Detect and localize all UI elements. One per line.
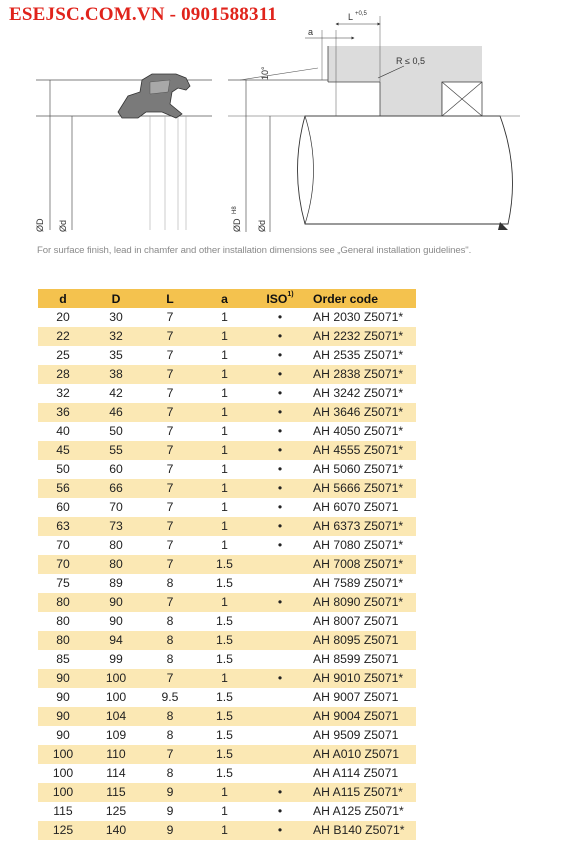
cell-order-code: AH A125 Z5071* [313,804,404,818]
cell-d: 80 [56,614,70,628]
cell-a: 1 [196,403,253,422]
cell-a: 1 [196,441,253,460]
cell-D: 80 [109,538,123,552]
seal-profile [118,74,190,118]
cell-d: 22 [38,327,88,346]
cell-order-code: AH 8599 Z5071 [313,652,399,666]
table-row [38,764,416,783]
cell-iso [253,574,307,593]
table-row [38,669,416,688]
table-row [38,593,416,612]
cell-D: 90 [109,614,123,628]
cell-a: 1 [221,462,228,476]
cell-order-code: AH A010 Z5071 [307,745,416,764]
table-row [38,631,416,650]
cell-iso [253,707,307,726]
header-iso [253,289,307,308]
cell-order-code: AH 3242 Z5071* [313,386,404,400]
cell-d: 50 [56,462,70,476]
cell-a: 1 [221,310,228,324]
cell-D: 94 [88,631,144,650]
cell-order-code: AH 7080 Z5071* [313,538,404,552]
table-row [38,802,416,821]
cell-d: 75 [56,576,70,590]
cell-order-code: AH 6373 Z5071* [307,517,416,536]
cell-L: 8 [144,707,196,726]
cell-D: 60 [109,462,123,476]
cell-L: 7 [144,745,196,764]
cell-iso: • [253,479,307,498]
cell-d: 45 [38,441,88,460]
cell-D: 30 [109,310,123,324]
cell-D: 104 [88,707,144,726]
cell-order-code: AH 8007 Z5071 [313,614,399,628]
cell-d: 85 [56,652,70,666]
header-order-code: Order code [307,289,416,308]
cell-D: 55 [88,441,144,460]
shaft [298,116,513,224]
cell-a: 1.5 [216,766,233,780]
table-row [38,517,416,536]
dim-label-d-right: Ød [257,219,267,232]
cell-order-code: AH 5666 Z5071* [307,479,416,498]
cell-order-code: AH 7008 Z5071* [307,555,416,574]
cell-iso: • [253,403,307,422]
cell-L: 7 [166,310,174,324]
cell-a: 1 [196,593,253,612]
cell-D: 99 [109,652,123,666]
cell-order-code: AH 9010 Z5071* [307,669,416,688]
cell-d: 25 [56,348,70,362]
cell-D: 89 [109,576,123,590]
cell-iso: • [253,593,307,612]
cell-d: 90 [38,707,88,726]
table-row [38,783,416,802]
cell-d: 70 [38,555,88,574]
cell-d: 115 [53,804,73,818]
cell-iso: • [253,365,307,384]
cell-a: 1.5 [196,707,253,726]
cell-a: 1 [221,804,228,818]
cell-order-code: AH 9004 Z5071 [307,707,416,726]
cell-d: 80 [38,593,88,612]
header-L: L [144,289,196,308]
dim-label-D-right: ØD [232,218,242,232]
cell-iso: • [277,424,283,438]
cell-a: 1.5 [196,555,253,574]
cell-D: 35 [109,348,123,362]
cell-iso: • [277,348,283,362]
cell-D: 46 [88,403,144,422]
cell-order-code: AH 6070 Z5071 [313,500,399,514]
cell-a: 1.5 [216,690,233,704]
table-row [38,327,416,346]
cell-L: 8 [166,766,174,780]
cell-d: 100 [38,745,88,764]
table-row [38,460,416,479]
cell-order-code: AH 2838 Z5071* [307,365,416,384]
table-row [38,574,416,593]
dim-label-angle: 10° [260,66,270,80]
dim-label-L-tolerance: +0,5 [355,11,367,17]
table-row [38,612,416,631]
table-row [38,555,416,574]
dim-label-a: a [308,27,314,37]
cell-a: 1.5 [196,631,253,650]
cell-d: 80 [38,631,88,650]
cell-a: 1.5 [216,728,233,742]
cell-a: 1.5 [216,576,233,590]
table-row [38,422,416,441]
cell-iso: • [253,327,307,346]
cell-L: 7 [144,669,196,688]
installation-note: For surface finish, lead in chamfer and other installation dimensions see „General installation guidelines". [37,245,472,256]
cell-order-code: AH 2232 Z5071* [307,327,416,346]
cell-order-code: AH 3646 Z5071* [307,403,416,422]
table-row [38,536,416,555]
cell-a: 1.5 [216,652,233,666]
cell-L: 8 [166,728,174,742]
cell-order-code: AH 2030 Z5071* [313,310,404,324]
brand-watermark: ESEJSC.COM.VN - 0901588311 [9,4,278,25]
cell-L: 9 [144,821,196,840]
cell-D: 100 [88,669,144,688]
cell-order-code: AH 4050 Z5071* [313,424,404,438]
table-row [38,745,416,764]
cell-d: 60 [56,500,70,514]
cell-D: 66 [88,479,144,498]
cell-L: 9 [144,783,196,802]
cell-D: 80 [88,555,144,574]
cell-d: 100 [52,766,74,780]
cell-D: 140 [88,821,144,840]
cell-a: 1 [196,327,253,346]
order-code-table [38,289,416,840]
table-row [38,707,416,726]
cell-L: 7 [166,348,174,362]
technical-drawing [0,0,588,240]
header-iso-label: ISO [266,291,288,306]
cell-order-code: AH 8090 Z5071* [307,593,416,612]
cell-iso: • [277,462,283,476]
table-header-row [38,289,416,308]
cell-iso [253,688,307,707]
cell-iso: • [277,804,283,818]
cell-L: 8 [166,614,174,628]
svg-text:ØD: ØD [35,218,45,232]
cell-L: 7 [144,479,196,498]
cell-d: 28 [38,365,88,384]
cell-D: 73 [88,517,144,536]
cell-L: 7 [144,441,196,460]
cell-D: 32 [88,327,144,346]
cell-d: 56 [38,479,88,498]
cell-D: 109 [105,728,127,742]
dim-label-radius: R ≤ 0,5 [396,56,425,66]
cell-L: 8 [144,631,196,650]
dim-label-D-tolerance: H8 [232,206,238,214]
table-row [38,403,416,422]
cell-d: 125 [38,821,88,840]
cell-iso: • [253,441,307,460]
cell-L: 7 [144,365,196,384]
cell-order-code: AH 2535 Z5071* [313,348,404,362]
cell-D: 110 [88,745,144,764]
cell-order-code: AH A115 Z5071* [307,783,416,802]
dim-label-D-left [35,218,45,232]
cell-iso: • [253,669,307,688]
cell-a: 1 [221,424,228,438]
cell-order-code: AH 9509 Z5071 [313,728,399,742]
cell-d: 20 [56,310,70,324]
cell-D: 38 [88,365,144,384]
cell-D: 100 [105,690,127,704]
table-row [38,650,416,669]
cell-L: 9 [166,804,174,818]
cell-d: 63 [38,517,88,536]
cell-a: 1 [196,365,253,384]
cell-D: 90 [88,593,144,612]
cell-a: 1 [221,500,228,514]
cell-iso: • [253,821,307,840]
cell-iso [253,650,307,669]
cell-a: 1 [196,783,253,802]
cell-L: 8 [166,576,174,590]
seal-section-view [35,74,212,232]
table-row [38,365,416,384]
cell-order-code: AH 7589 Z5071* [313,576,404,590]
cell-iso: • [277,500,283,514]
cell-a: 1.5 [196,745,253,764]
cell-iso: • [277,386,283,400]
cell-iso: • [277,538,283,552]
header-iso-footnote: 1) [287,291,294,299]
dim-label-d-left [58,220,68,232]
cell-a: 1.5 [216,614,233,628]
groove-installation-view [228,11,520,232]
cell-L: 7 [144,517,196,536]
cell-D: 70 [109,500,123,514]
cell-a: 1 [196,669,253,688]
cell-L: 7 [144,593,196,612]
header-D: D [88,289,144,308]
cell-d: 100 [38,783,88,802]
cell-iso [253,764,307,783]
cell-d: 32 [56,386,70,400]
cell-order-code: AH A114 Z5071 [313,766,399,780]
cell-iso [253,726,307,745]
table-row [38,346,416,365]
cell-L: 7 [166,500,174,514]
cell-d: 70 [56,538,70,552]
cell-d: 90 [56,690,70,704]
table-row [38,479,416,498]
cell-a: 1 [196,517,253,536]
table-row [38,384,416,403]
cell-d: 90 [38,669,88,688]
cell-D: 50 [109,424,123,438]
cell-iso [253,612,307,631]
cell-iso: • [253,783,307,802]
cell-D: 115 [88,783,144,802]
cell-a: 1 [221,386,228,400]
cell-L: 7 [166,462,174,476]
cell-a: 1 [196,821,253,840]
cell-order-code: AH 5060 Z5071* [313,462,404,476]
cell-iso: • [277,310,283,324]
cell-L: 7 [144,327,196,346]
svg-text:Ød: Ød [58,219,68,232]
cell-D: 125 [105,804,127,818]
table-row [38,498,416,517]
dim-label-L: L [348,12,354,22]
cell-order-code: AH 4555 Z5071* [307,441,416,460]
cell-a: 1 [221,348,228,362]
cell-d: 40 [56,424,70,438]
cell-L: 7 [166,538,174,552]
cell-a: 1 [221,538,228,552]
cell-L: 8 [166,652,174,666]
cell-order-code: AH 8095 Z5071 [307,631,416,650]
table-row [38,821,416,840]
cell-order-code: AH B140 Z5071* [307,821,416,840]
cell-iso [253,631,307,650]
cell-L: 7 [166,386,174,400]
table-row [38,688,416,707]
table-row [38,308,416,327]
cell-d: 90 [56,728,70,742]
cell-d: 36 [38,403,88,422]
cell-D: 42 [109,386,123,400]
cell-D: 114 [106,766,126,780]
header-a: a [196,289,253,308]
table-row [38,441,416,460]
header-d: d [38,289,88,308]
cell-iso: • [253,517,307,536]
cell-iso [253,745,307,764]
cell-iso [253,555,307,574]
cell-L: 9.5 [161,690,179,704]
cell-a: 1 [196,479,253,498]
cell-L: 7 [166,424,174,438]
cell-L: 7 [144,555,196,574]
table-row [38,726,416,745]
cell-order-code: AH 9007 Z5071 [313,690,399,704]
cell-L: 7 [144,403,196,422]
